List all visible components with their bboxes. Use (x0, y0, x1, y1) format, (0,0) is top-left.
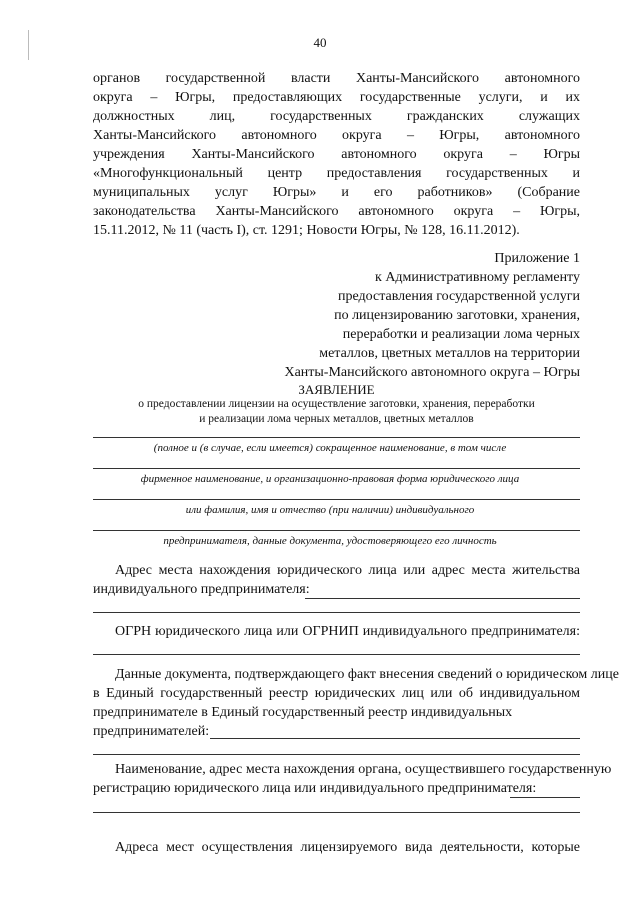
paragraph-line: учреждения Ханты-Мансийского автономного округа – Югры (93, 147, 580, 162)
reg-authority-input-line[interactable] (510, 797, 580, 798)
egr-input-line[interactable] (210, 738, 580, 739)
address-input-line[interactable] (93, 612, 580, 613)
egr-input-line[interactable] (93, 754, 580, 755)
ogrn-label: ОГРН юридического лица или ОГРНИП индивидуального предпринимателя: (115, 624, 580, 639)
egr-label-cont: в Единый государственный реестр юридических лиц или об индивидуальном (93, 686, 580, 701)
address-label: Адрес места нахождения юридического лица или адрес места жительства (115, 563, 580, 578)
places-label: Адреса мест осуществления лицензируемого вида деятельности, которые (115, 840, 580, 855)
paragraph-line: муниципальных услуг Югры» и его работников» (Собрание (93, 185, 580, 200)
paragraph-line: должностных лиц, государственных гражданских служащих (93, 109, 580, 124)
appendix-line: предоставления государственной услуги (338, 289, 580, 304)
egr-label: Данные документа, подтверждающего факт внесения сведений о юридическом лице (115, 667, 619, 682)
appendix-line: металлов, цветных металлов на территории (319, 346, 580, 361)
blank-line[interactable] (93, 437, 580, 438)
paragraph-line: законодательства Ханты-Мансийского автономного округа – Югры, (93, 204, 580, 219)
paragraph-line: округа – Югры, предоставляющих государственные услуги, и их (93, 90, 580, 105)
form-title: ЗАЯВЛЕНИЕ (298, 382, 375, 397)
egr-label-cont: предпринимателе в Единый государственный реестр индивидуальных (93, 705, 513, 720)
caption-text: или фамилия, имя и отчество (при наличии) индивидуального (185, 504, 475, 516)
paragraph-line: органов государственной власти Ханты-Мансийского автономного (93, 71, 580, 86)
paragraph-line: «Многофункциональный центр предоставления государственных и (93, 166, 580, 181)
paragraph-line: Ханты-Мансийского автономного округа – Югры, автономного (93, 128, 580, 143)
blank-line[interactable] (93, 530, 580, 531)
form-subtitle-line: о предоставлении лицензии на осуществление заготовки, хранения, переработки (138, 398, 535, 410)
caption-text: (полное и (в случае, если имеется) сокращенное наименование, в том числе (153, 442, 507, 454)
reg-authority-label: Наименование, адрес места нахождения органа, осуществившего государственную (115, 762, 612, 777)
caption-text: фирменное наименование, и организационно-правовая форма юридического лица (140, 473, 520, 485)
reg-authority-input-line[interactable] (93, 812, 580, 813)
egr-label-cont: предпринимателей: (93, 724, 210, 739)
reg-authority-label-cont: регистрацию юридического лица или индивидуального предпринимателя: (93, 781, 537, 796)
blank-line[interactable] (93, 468, 580, 469)
address-input-line[interactable] (305, 598, 580, 599)
appendix-line: переработки и реализации лома черных (342, 327, 580, 342)
ogrn-input-line[interactable] (93, 654, 580, 655)
caption-text: предпринимателя, данные документа, удостоверяющего его личность (163, 535, 497, 547)
address-label-cont: индивидуального предпринимателя: (93, 582, 310, 597)
appendix-line: по лицензированию заготовки, хранения, (334, 308, 580, 323)
blank-line[interactable] (93, 499, 580, 500)
appendix-line: Ханты-Мансийского автономного округа – Югры (284, 365, 580, 380)
appendix-line: к Административному регламенту (375, 270, 580, 285)
page-number: 40 (313, 35, 327, 50)
appendix-line: Приложение 1 (494, 251, 580, 266)
paragraph-line: 15.11.2012, № 11 (часть I), ст. 1291; Новости Югры, № 128, 16.11.2012). (93, 223, 520, 238)
form-subtitle-line: и реализации лома черных металлов, цветных металлов (199, 413, 474, 425)
